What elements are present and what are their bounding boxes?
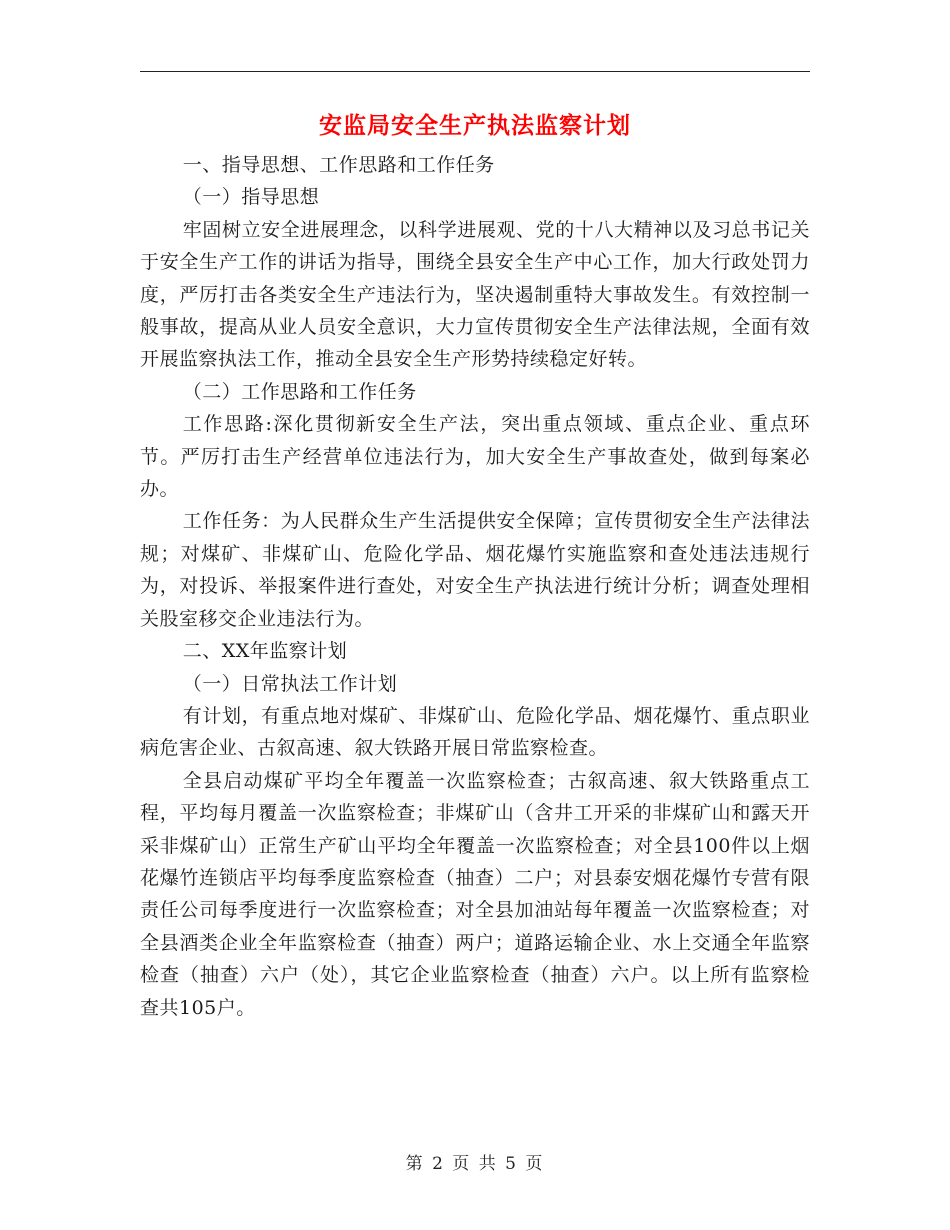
document-title: 安监局安全生产执法监察计划 xyxy=(319,113,631,139)
subsection-heading-1-1: （一）指导思想 xyxy=(182,186,320,209)
header-rule xyxy=(140,71,810,72)
paragraph-guiding-ideology: 牢固树立安全进展理念，以科学进展观、党的十八大精神以及习总书记关于安全生产工作的讲话为指导，围绕全县安全生产中心工作，加大行政处罚力度，严厉打击各类安全生产违法行为，坚决遏制重特大事故发生。有效控制一般事故，提高从业人员安全意识，大力宣传贯彻安全生产法律法规，全面有效开展监察执法工作，推动全县安全生产形势持续稳定好转。 xyxy=(140,218,810,371)
subsection-heading-1-2: （二）工作思路和工作任务 xyxy=(182,380,417,403)
document-body xyxy=(140,149,810,1024)
section-heading-1: 一、指导思想、工作思路和工作任务 xyxy=(182,154,495,176)
subsection-heading-2-1: （一）日常执法工作计划 xyxy=(182,672,398,695)
page-number: 第 2 页 共 5 页 xyxy=(405,1154,545,1174)
paragraph-inspection-details: 全县启动煤矿平均全年覆盖一次监察检查；古叙高速、叙大铁路重点工程，平均每月覆盖一次监察检查；非煤矿山（含井工开采的非煤矿山和露天开采非煤矿山）正常生产矿山平均全年覆盖一次监察检查；对全县100件以上烟花爆竹连锁店平均每季度监察检查（抽查）二户；对县泰安烟花爆竹专营有限责任公司每季度进行一次监察检查；对全县加油站每年覆盖一次监察检查；对全县酒类企业全年监察检查（抽查）两户；道路运输企业、水上交通全年监察检查（抽查）六户（处），其它企业监察检查（抽查）六户。以上所有监察检查共105户。 xyxy=(140,769,810,1019)
paragraph-work-tasks: 工作任务：为人民群众生产生活提供安全保障；宣传贯彻安全生产法律法规；对煤矿、非煤矿山、危险化学品、烟花爆竹实施监察和查处违法违规行为，对投诉、举报案件进行查处，对安全生产执法进行统计分析；调查处理相关股室移交企业违法行为。 xyxy=(140,510,810,630)
section-heading-2: 二、XX年监察计划 xyxy=(182,640,348,663)
paragraph-daily-plan: 有计划，有重点地对煤矿、非煤矿山、危险化学品、烟花爆竹、重点职业病危害企业、古叙高速、叙大铁路开展日常监察检查。 xyxy=(140,704,810,760)
paragraph-work-approach: 工作思路:深化贯彻新安全生产法，突出重点领域、重点企业、重点环节。严厉打击生产经营单位违法行为，加大安全生产事故查处，做到每案必办。 xyxy=(140,413,810,501)
